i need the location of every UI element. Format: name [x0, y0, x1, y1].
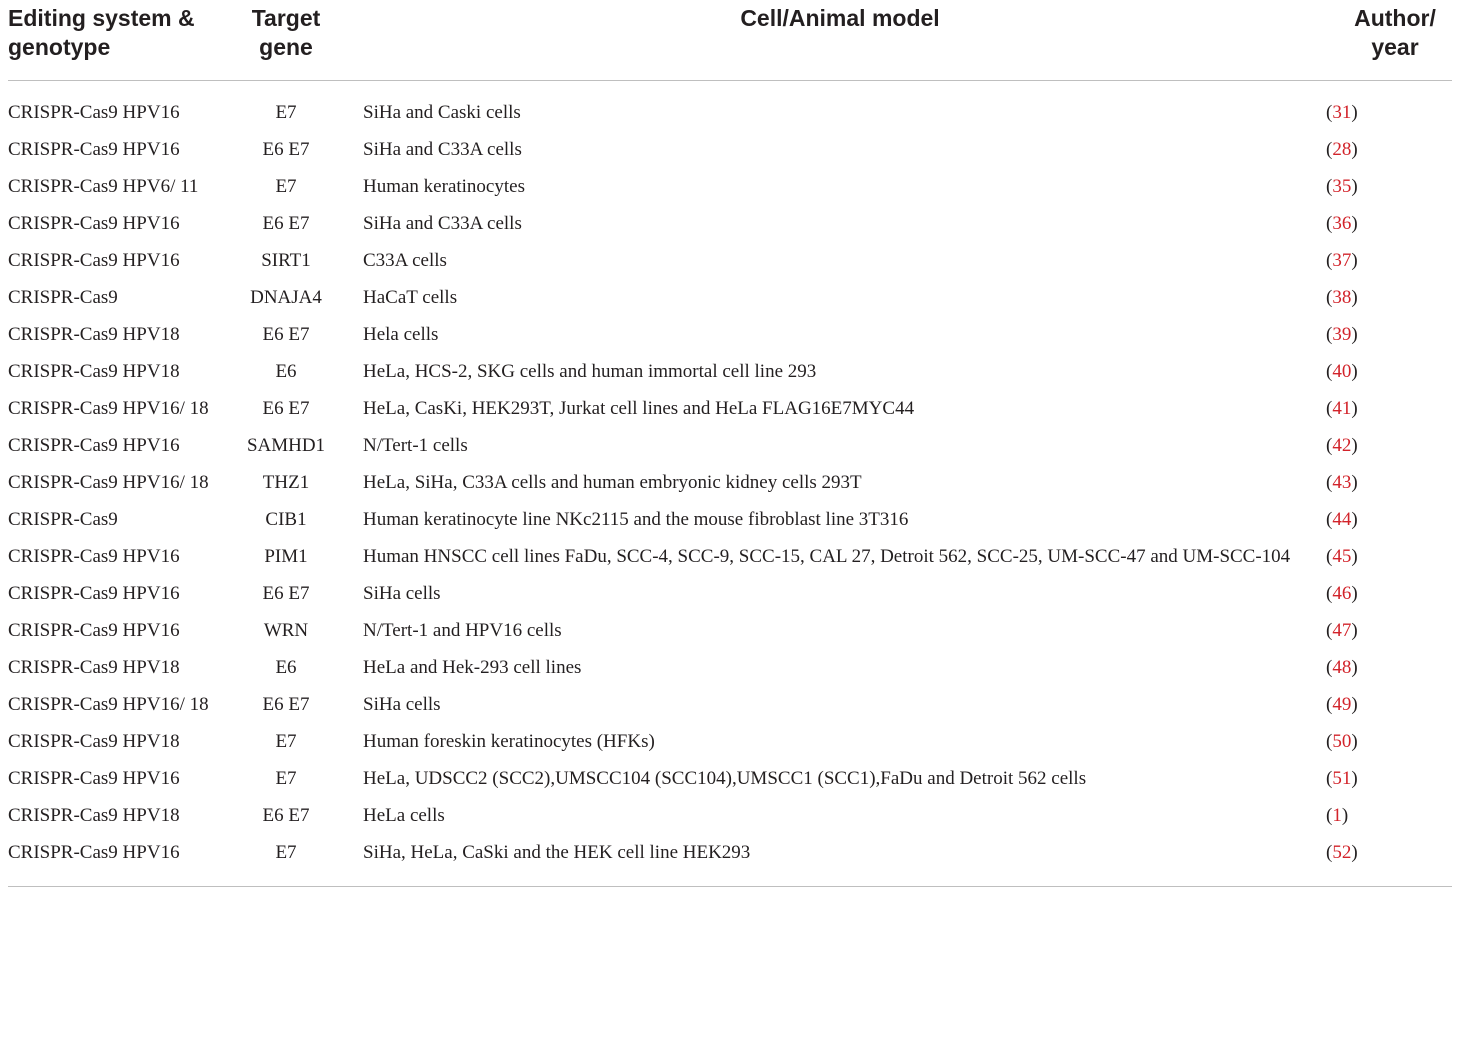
table-row — [8, 613, 1452, 650]
cell-target-gene: DNAJA4 — [250, 287, 322, 308]
cell-model: N/Tert-1 and HPV16 cells — [363, 620, 562, 641]
cell-target-gene: THZ1 — [262, 472, 310, 493]
paren-close: ) — [1341, 805, 1349, 826]
table-row — [8, 354, 1452, 391]
cell-model: SiHa cells — [363, 583, 441, 604]
paren-close: ) — [1351, 620, 1358, 641]
cell-target-gene: E7 — [275, 842, 297, 863]
crispr-hpv-table — [8, 0, 1452, 887]
paren-close: ) — [1351, 768, 1358, 789]
paren-open: ( — [1326, 435, 1333, 456]
cell-model: HeLa and Hek-293 cell lines — [363, 657, 582, 678]
cell-reference — [1318, 835, 1452, 887]
reference-link[interactable]: 43 — [1332, 472, 1352, 493]
cell-target-gene: E6 — [275, 361, 297, 382]
table-row — [8, 132, 1452, 169]
table-row — [8, 243, 1452, 280]
cell-reference — [1318, 798, 1452, 835]
cell-editing-system: CRISPR-Cas9 HPV16 — [8, 546, 180, 567]
cell-editing-system: CRISPR-Cas9 — [8, 287, 118, 308]
reference-link[interactable]: 37 — [1332, 250, 1352, 271]
cell-model: Human HNSCC cell lines FaDu, SCC-4, SCC-9, SCC-15, CAL 27, Detroit 562, SCC-25, UM-SCC-47 and UM-SCC-104 — [363, 546, 1291, 567]
table-row — [8, 502, 1452, 539]
cell-reference — [1318, 206, 1452, 243]
paren-close: ) — [1351, 398, 1358, 419]
table-row — [8, 539, 1452, 576]
paren-open: ( — [1326, 102, 1333, 123]
cell-target-gene: E6 E7 — [262, 694, 310, 715]
reference-link[interactable]: 45 — [1332, 546, 1352, 567]
paren-close: ) — [1351, 102, 1358, 123]
paren-open: ( — [1326, 620, 1333, 641]
cell-model: Human keratinocytes — [363, 176, 525, 197]
cell-model: SiHa and Caski cells — [363, 102, 521, 123]
cell-model: C33A cells — [363, 250, 447, 271]
reference-link[interactable]: 39 — [1332, 324, 1352, 345]
cell-model: N/Tert-1 cells — [363, 435, 468, 456]
cell-model: SiHa, HeLa, CaSki and the HEK cell line HEK293 — [363, 842, 751, 863]
reference-link[interactable]: 49 — [1332, 694, 1352, 715]
reference-link[interactable]: 51 — [1332, 768, 1352, 789]
table-row — [8, 835, 1452, 887]
cell-target-gene: E6 E7 — [262, 583, 310, 604]
cell-target-gene: E6 — [275, 657, 297, 678]
cell-model: HeLa, SiHa, C33A cells and human embryonic kidney cells 293T — [363, 472, 862, 493]
paren-close: ) — [1351, 176, 1358, 197]
table-row — [8, 761, 1452, 798]
cell-model: HeLa, UDSCC2 (SCC2),UMSCC104 (SCC104),UMSCC1 (SCC1),FaDu and Detroit 562 cells — [363, 768, 1087, 789]
paren-open: ( — [1326, 657, 1333, 678]
reference-link[interactable]: 28 — [1332, 139, 1352, 160]
table-row — [8, 280, 1452, 317]
reference-link[interactable]: 1 — [1332, 805, 1342, 826]
table-row — [8, 724, 1452, 761]
cell-target-gene: E6 E7 — [262, 805, 310, 826]
cell-model: Human keratinocyte line NKc2115 and the mouse fibroblast line 3T316 — [363, 509, 909, 530]
paren-open: ( — [1326, 361, 1333, 382]
cell-target-gene: PIM1 — [264, 546, 308, 567]
table-row — [8, 81, 1452, 132]
reference-link[interactable]: 31 — [1332, 102, 1352, 123]
table-row — [8, 576, 1452, 613]
header-editing-system: Editing system & genotype — [8, 0, 226, 81]
cell-reference — [1318, 687, 1452, 724]
cell-target-gene: E6 E7 — [262, 139, 310, 160]
cell-editing-system: CRISPR-Cas9 HPV18 — [8, 361, 180, 382]
reference-link[interactable]: 46 — [1332, 583, 1352, 604]
cell-editing-system: CRISPR-Cas9 — [8, 509, 118, 530]
paren-close: ) — [1351, 472, 1358, 493]
paren-open: ( — [1326, 546, 1333, 567]
header-cell-animal-model: Cell/Animal model — [362, 0, 1318, 81]
cell-editing-system: CRISPR-Cas9 HPV16 — [8, 250, 180, 271]
cell-reference — [1318, 539, 1452, 576]
reference-link[interactable]: 42 — [1332, 435, 1352, 456]
cell-editing-system: CRISPR-Cas9 HPV16 — [8, 620, 180, 641]
cell-target-gene: E6 E7 — [262, 213, 310, 234]
paren-close: ) — [1351, 583, 1358, 604]
paren-open: ( — [1326, 694, 1333, 715]
cell-reference — [1318, 576, 1452, 613]
cell-target-gene: E7 — [275, 176, 297, 197]
paren-close: ) — [1351, 139, 1358, 160]
table-row — [8, 169, 1452, 206]
paren-open: ( — [1326, 509, 1333, 530]
reference-link[interactable]: 52 — [1332, 842, 1352, 863]
cell-target-gene: SIRT1 — [261, 250, 311, 271]
paren-open: ( — [1326, 213, 1333, 234]
paren-open: ( — [1326, 287, 1333, 308]
cell-reference — [1318, 132, 1452, 169]
cell-model: SiHa cells — [363, 694, 441, 715]
paren-close: ) — [1351, 694, 1358, 715]
cell-reference — [1318, 650, 1452, 687]
paren-open: ( — [1326, 805, 1333, 826]
paren-open: ( — [1326, 324, 1333, 345]
cell-model: HeLa, CasKi, HEK293T, Jurkat cell lines and HeLa FLAG16E7MYC44 — [363, 398, 915, 419]
cell-model: HaCaT cells — [363, 287, 458, 308]
reference-link[interactable]: 48 — [1332, 657, 1352, 678]
table-row — [8, 687, 1452, 724]
cell-reference — [1318, 169, 1452, 206]
cell-editing-system: CRISPR-Cas9 HPV18 — [8, 805, 180, 826]
cell-target-gene: CIB1 — [265, 509, 307, 530]
header-author-year: Author/ year — [1318, 0, 1452, 81]
cell-editing-system: CRISPR-Cas9 HPV16 — [8, 768, 180, 789]
reference-link[interactable]: 47 — [1332, 620, 1352, 641]
cell-model: SiHa and C33A cells — [363, 139, 522, 160]
cell-target-gene: E7 — [275, 768, 297, 789]
cell-reference — [1318, 613, 1452, 650]
paren-open: ( — [1326, 472, 1333, 493]
cell-reference — [1318, 465, 1452, 502]
header-row — [8, 0, 1452, 81]
table-row — [8, 798, 1452, 835]
cell-target-gene: E6 E7 — [262, 324, 310, 345]
cell-reference — [1318, 761, 1452, 798]
reference-link[interactable]: 50 — [1332, 731, 1352, 752]
reference-link[interactable]: 41 — [1332, 398, 1352, 419]
cell-model: SiHa and C33A cells — [363, 213, 522, 234]
cell-reference — [1318, 243, 1452, 280]
paren-close: ) — [1351, 213, 1358, 234]
cell-reference — [1318, 391, 1452, 428]
table-row — [8, 465, 1452, 502]
cell-editing-system: CRISPR-Cas9 HPV16 — [8, 139, 180, 160]
cell-reference — [1318, 81, 1452, 132]
paren-close: ) — [1351, 435, 1358, 456]
table-row — [8, 428, 1452, 465]
table-header — [8, 0, 1452, 81]
paren-open: ( — [1326, 139, 1333, 160]
paren-close: ) — [1351, 546, 1358, 567]
cell-model: Hela cells — [363, 324, 439, 345]
paren-open: ( — [1326, 398, 1333, 419]
paren-close: ) — [1351, 324, 1358, 345]
cell-editing-system: CRISPR-Cas9 HPV18 — [8, 657, 180, 678]
cell-target-gene: E7 — [275, 102, 297, 123]
paren-close: ) — [1351, 250, 1358, 271]
table-body — [8, 81, 1452, 887]
table-row — [8, 206, 1452, 243]
paren-open: ( — [1326, 583, 1333, 604]
cell-target-gene: E6 E7 — [262, 398, 310, 419]
table-row — [8, 391, 1452, 428]
cell-target-gene: WRN — [263, 620, 309, 641]
paren-close: ) — [1351, 509, 1358, 530]
header-target-gene: Target gene — [226, 0, 362, 81]
cell-model: HeLa, HCS-2, SKG cells and human immortal cell line 293 — [363, 361, 817, 382]
cell-reference — [1318, 428, 1452, 465]
cell-editing-system: CRISPR-Cas9 HPV16/ 18 — [8, 694, 209, 715]
paren-open: ( — [1326, 176, 1333, 197]
reference-link[interactable]: 36 — [1332, 213, 1352, 234]
cell-reference — [1318, 280, 1452, 317]
reference-link[interactable]: 40 — [1332, 361, 1352, 382]
cell-reference — [1318, 354, 1452, 391]
paren-close: ) — [1351, 361, 1358, 382]
paren-close: ) — [1351, 657, 1358, 678]
cell-editing-system: CRISPR-Cas9 HPV16 — [8, 213, 180, 234]
paren-close: ) — [1351, 287, 1358, 308]
table-row — [8, 317, 1452, 354]
paren-open: ( — [1326, 768, 1333, 789]
reference-link[interactable]: 35 — [1332, 176, 1352, 197]
cell-editing-system: CRISPR-Cas9 HPV6/ 11 — [8, 176, 199, 197]
paren-close: ) — [1351, 842, 1358, 863]
reference-link[interactable]: 38 — [1332, 287, 1352, 308]
cell-reference — [1318, 317, 1452, 354]
paren-open: ( — [1326, 731, 1333, 752]
paren-close: ) — [1351, 731, 1358, 752]
cell-target-gene: SAMHD1 — [246, 435, 326, 456]
cell-editing-system: CRISPR-Cas9 HPV18 — [8, 731, 180, 752]
cell-target-gene: E7 — [275, 731, 297, 752]
cell-editing-system: CRISPR-Cas9 HPV16 — [8, 435, 180, 456]
cell-editing-system: CRISPR-Cas9 HPV16/ 18 — [8, 472, 209, 493]
reference-link[interactable]: 44 — [1332, 509, 1352, 530]
cell-editing-system: CRISPR-Cas9 HPV16/ 18 — [8, 398, 209, 419]
cell-editing-system: CRISPR-Cas9 HPV16 — [8, 102, 180, 123]
cell-model: Human foreskin keratinocytes (HFKs) — [363, 731, 655, 752]
data-table-container — [8, 0, 1452, 887]
cell-editing-system: CRISPR-Cas9 HPV18 — [8, 324, 180, 345]
cell-editing-system: CRISPR-Cas9 HPV16 — [8, 583, 180, 604]
paren-open: ( — [1326, 250, 1333, 271]
cell-reference — [1318, 502, 1452, 539]
cell-reference — [1318, 724, 1452, 761]
paren-open: ( — [1326, 842, 1333, 863]
cell-model: HeLa cells — [363, 805, 445, 826]
table-row — [8, 650, 1452, 687]
cell-editing-system: CRISPR-Cas9 HPV16 — [8, 842, 180, 863]
